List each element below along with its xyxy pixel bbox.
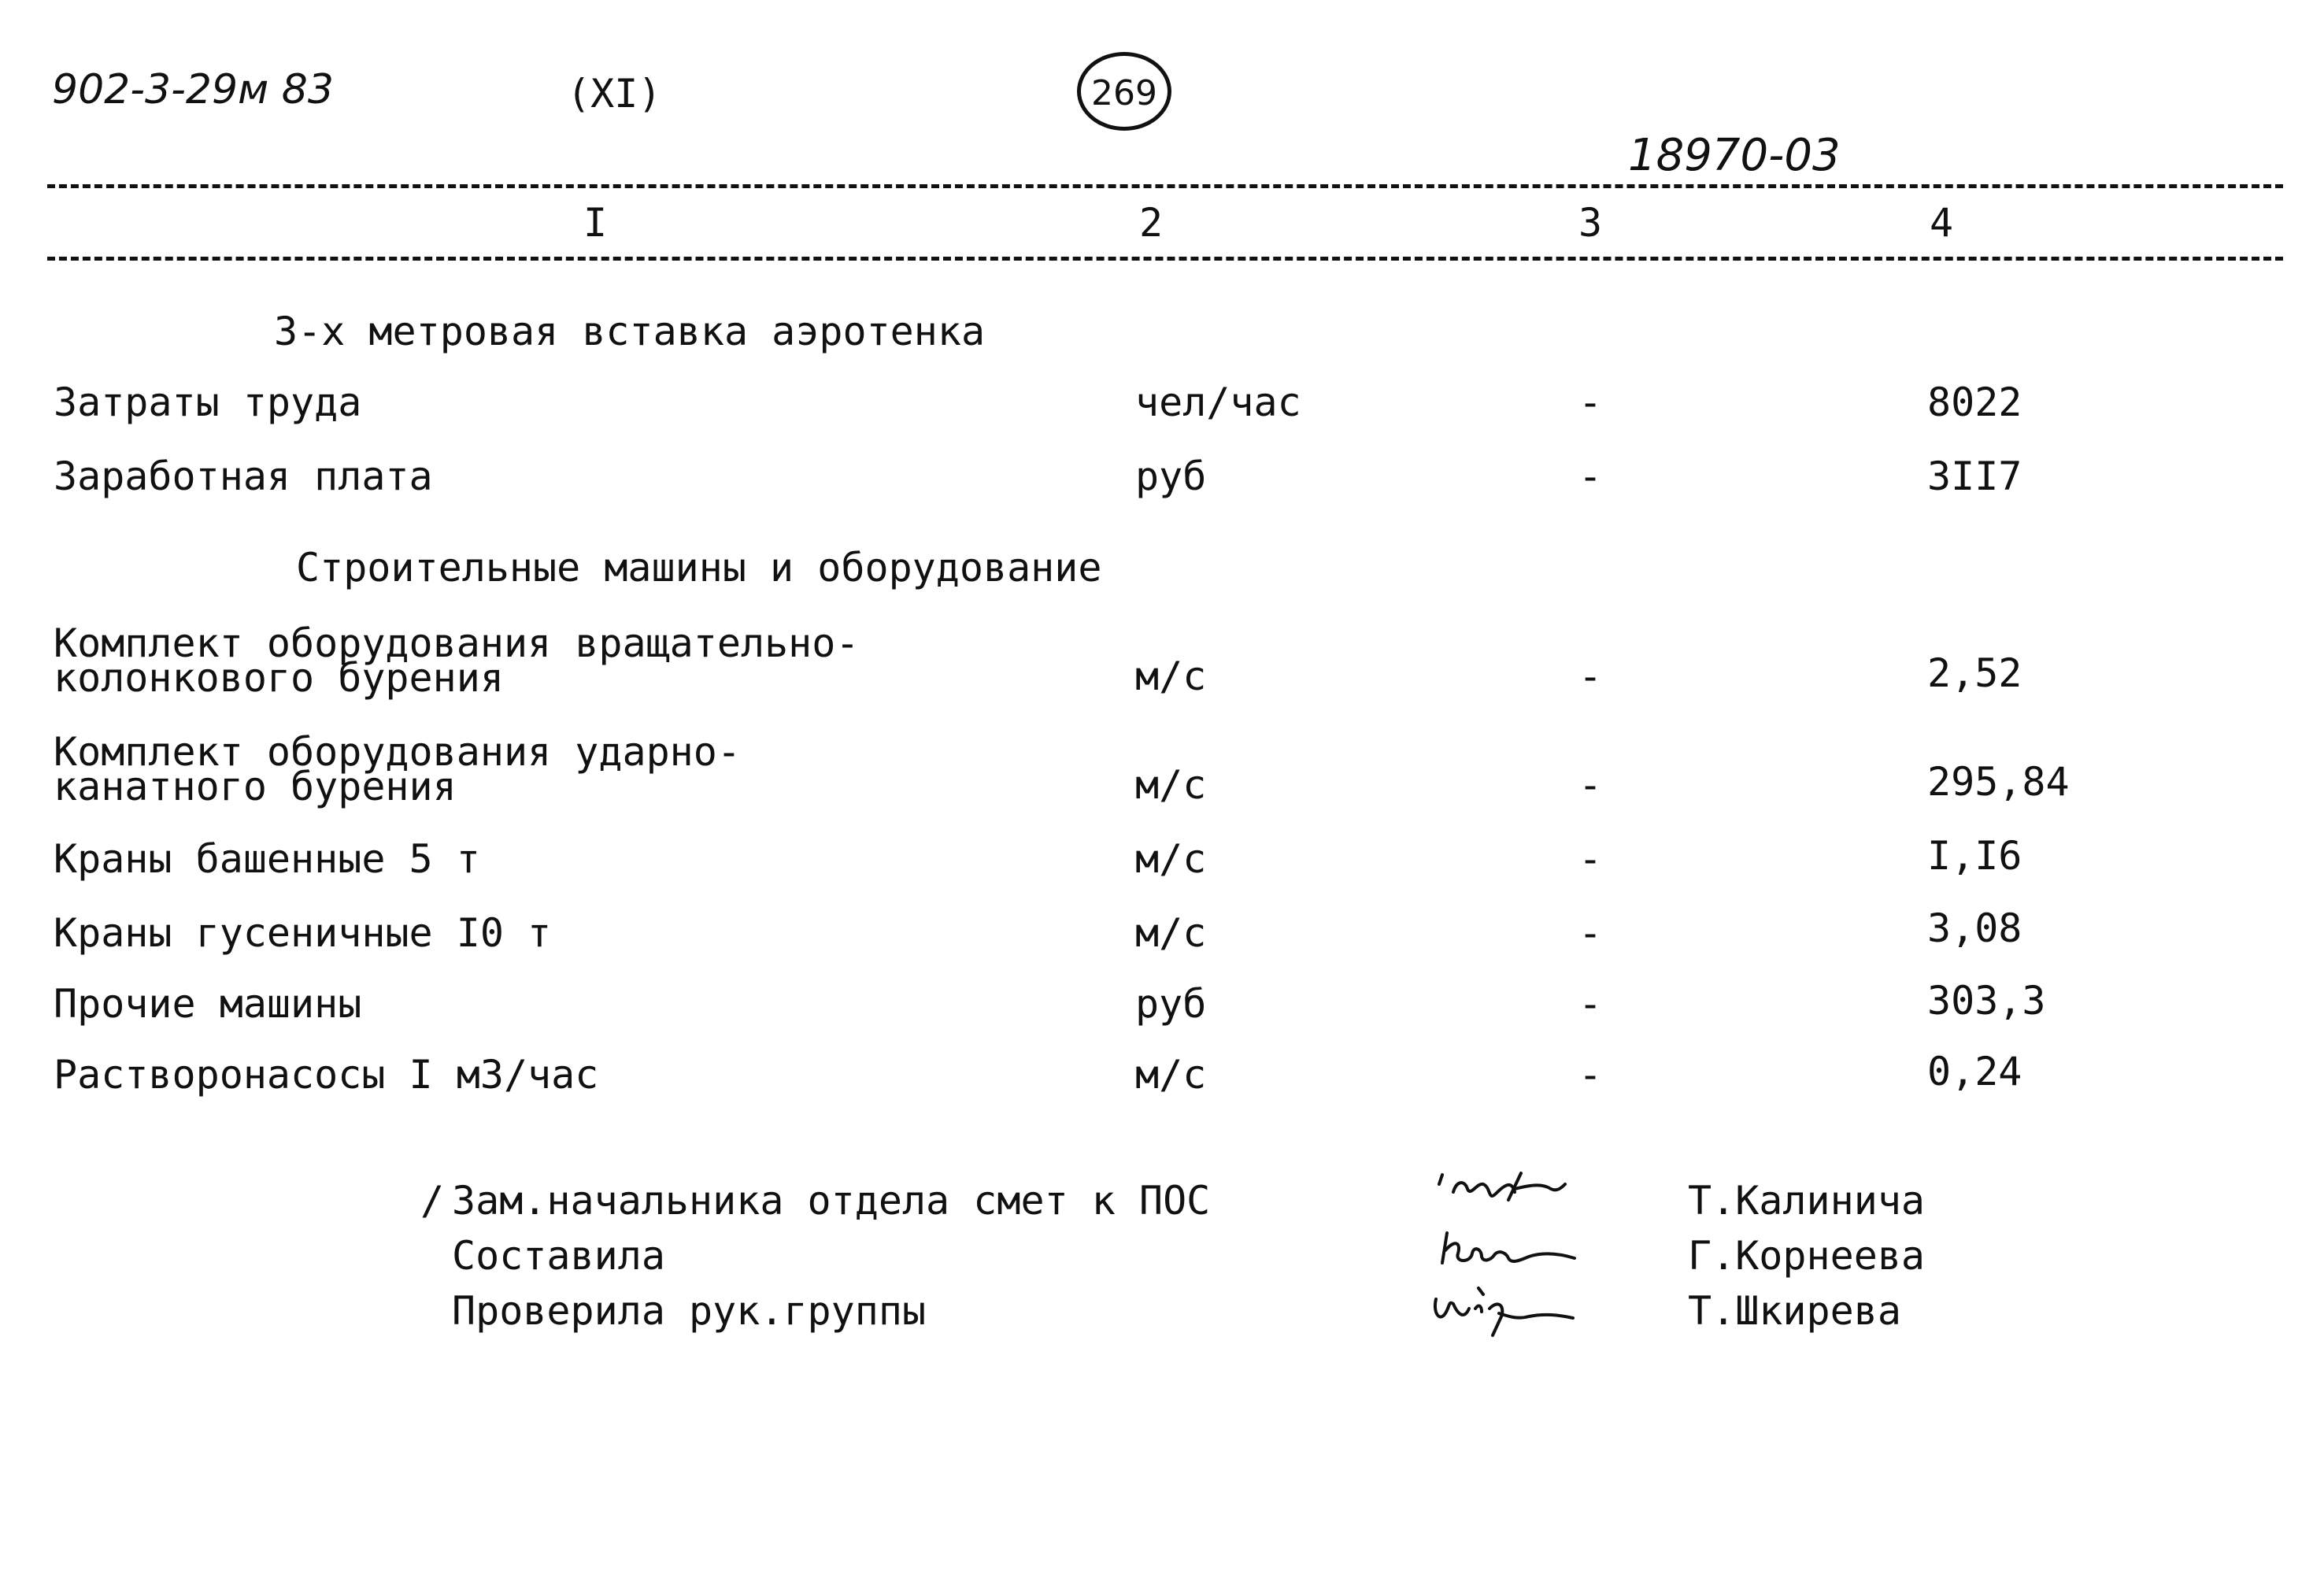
row-name: Краны башенные 5 т	[54, 836, 480, 882]
column-header-4: 4	[1929, 200, 1954, 246]
column-header-1: I	[583, 200, 608, 246]
row-col3: -	[1578, 454, 1603, 499]
row-unit: м/с	[1135, 1052, 1207, 1098]
row-unit: м/с	[1135, 762, 1207, 808]
signatory-name: Т.Шкирева	[1688, 1288, 1901, 1334]
row-name-line-2: колонкового бурения	[54, 655, 504, 701]
row-value: 295,84	[1927, 759, 2070, 805]
row-value: I,I6	[1927, 833, 2022, 879]
page-number-stamp	[1077, 52, 1171, 131]
row-unit: м/с	[1135, 910, 1207, 956]
margin-mark: /	[420, 1178, 445, 1224]
row-unit: руб	[1135, 981, 1207, 1027]
row-value: 2,52	[1927, 650, 2022, 696]
section-heading: Строительные машины и оборудование	[296, 545, 1102, 591]
column-header-3: 3	[1578, 200, 1603, 246]
section-heading: 3-х метровая вставка аэротенка	[274, 309, 986, 354]
row-name: Краны гусеничные I0 т	[54, 910, 552, 956]
row-value: 3II7	[1927, 454, 2022, 499]
row-value: 0,24	[1927, 1049, 2022, 1094]
row-col3: -	[1578, 1052, 1603, 1098]
row-col3: -	[1578, 910, 1603, 956]
row-unit: м/с	[1135, 654, 1207, 699]
row-name: Растворонасосы I м3/час	[54, 1052, 599, 1098]
row-col3: -	[1578, 836, 1603, 882]
row-name-line-1: Комплект оборудования вращательно-	[54, 620, 860, 666]
signatory-position: Составила	[452, 1233, 665, 1279]
section-label: (XI)	[567, 71, 662, 117]
row-col3: -	[1578, 654, 1603, 699]
signatory-position: Проверила рук.группы	[452, 1288, 927, 1334]
row-col3: -	[1578, 981, 1603, 1027]
table-header-rule	[47, 257, 2283, 261]
row-name-line-1: Комплект оборудования ударно-	[54, 729, 741, 775]
row-col3: -	[1578, 762, 1603, 808]
table-top-rule	[47, 184, 2283, 188]
row-name: Прочие машины	[54, 981, 362, 1027]
row-value: 303,3	[1927, 978, 2046, 1024]
row-col3: -	[1578, 380, 1603, 425]
signatory-position: Зам.начальника отдела смет к ПОС	[452, 1178, 1211, 1224]
row-name: Затраты труда	[54, 380, 362, 425]
archive-number: 18970-03	[1628, 130, 1841, 181]
row-value: 8022	[1927, 380, 2022, 425]
row-value: 3,08	[1927, 905, 2022, 951]
row-unit: чел/час	[1135, 380, 1301, 425]
signatory-name: Г.Корнеева	[1688, 1233, 1926, 1279]
page-number: 269	[1091, 73, 1157, 113]
row-unit: м/с	[1135, 836, 1207, 882]
handwritten-signature	[1433, 1165, 1567, 1220]
row-unit: руб	[1135, 454, 1207, 499]
row-name: Заработная плата	[54, 454, 433, 499]
handwritten-signature	[1436, 1222, 1578, 1277]
column-header-2: 2	[1138, 200, 1164, 246]
handwritten-signature	[1427, 1272, 1576, 1343]
document-code: 902-3-29м 83	[52, 66, 334, 113]
signatory-name: Т.Калинича	[1688, 1178, 1926, 1224]
row-name-line-2: канатного бурения	[54, 764, 457, 809]
